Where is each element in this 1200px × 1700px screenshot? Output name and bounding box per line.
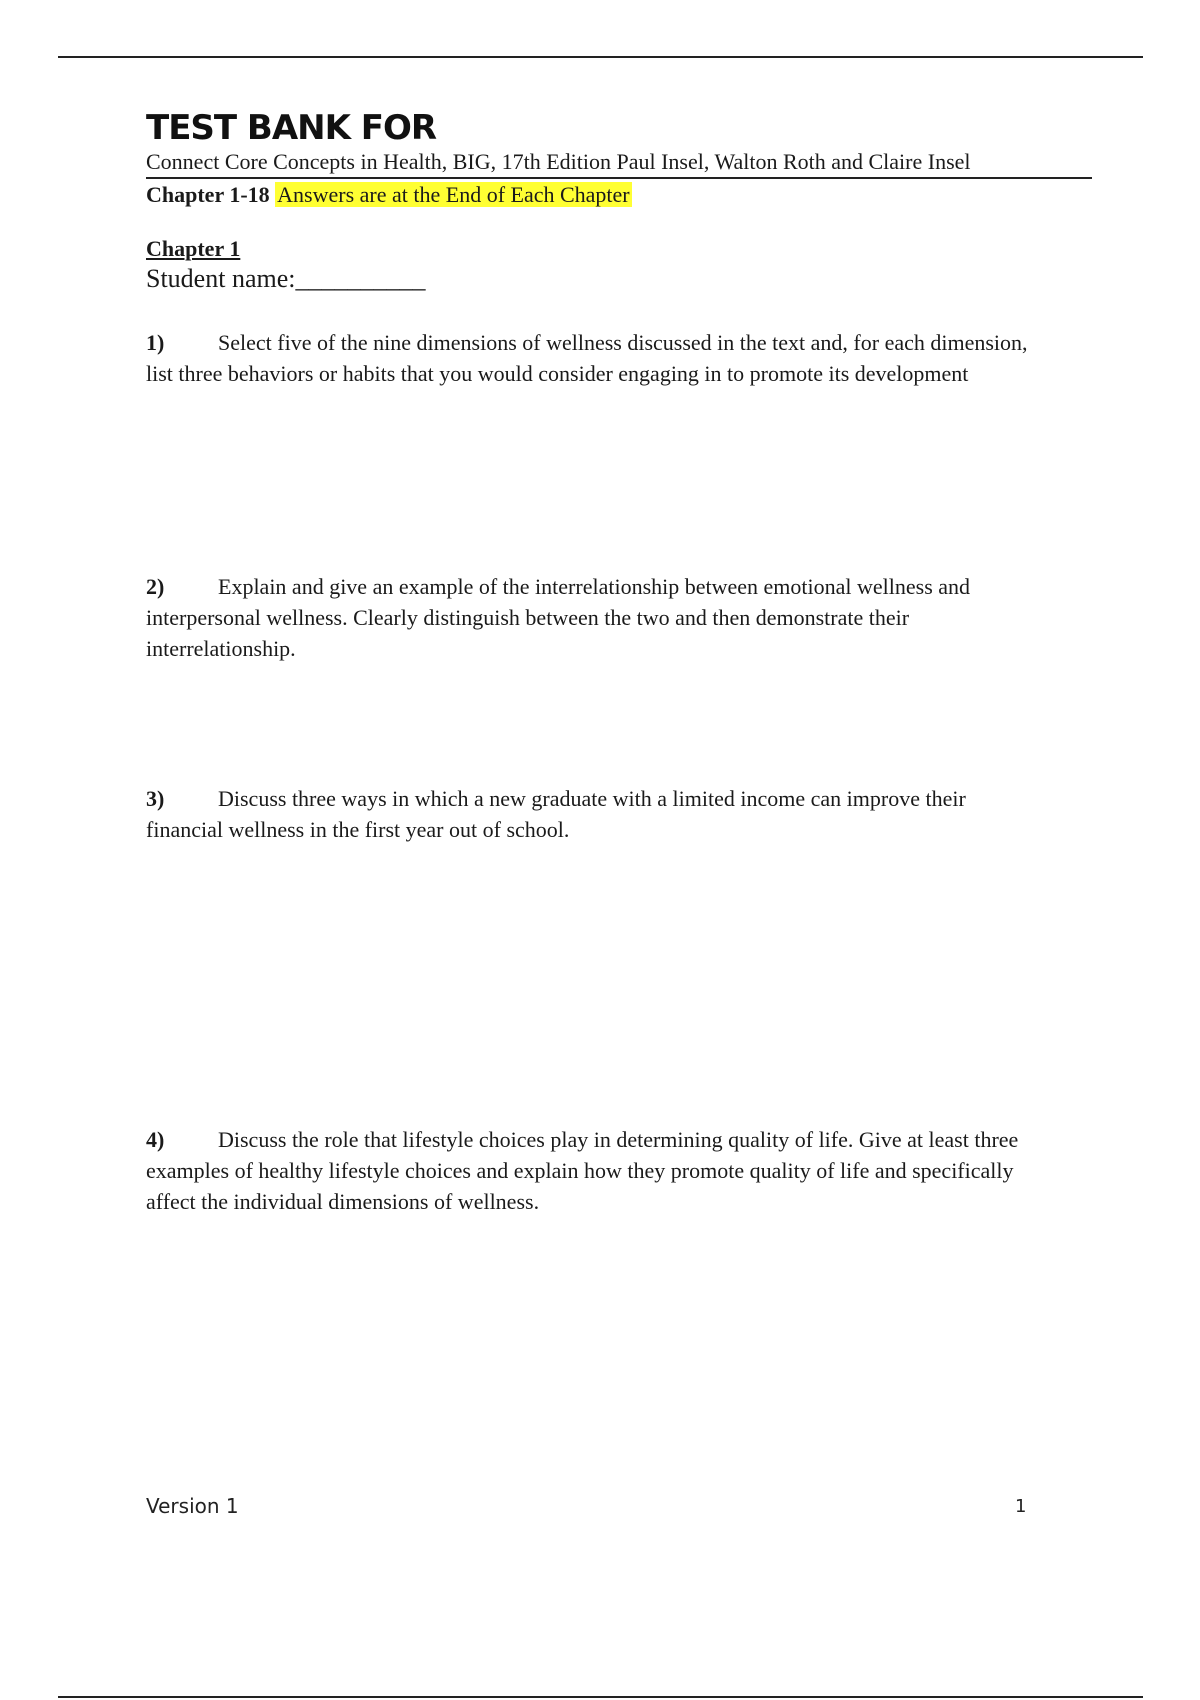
- question-text: Discuss three ways in which a new graduate with a limited income can improve their financial wellness in the first year out of school.: [146, 786, 966, 842]
- question-number: 2): [146, 574, 165, 599]
- question-text: Discuss the role that lifestyle choices play in determining quality of life. Give at least three examples of healthy lifestyle choices and explain how they promote quality of life and specifically affect the individual dimensions of wellness.: [146, 1127, 1019, 1214]
- document-header: [146, 108, 1092, 295]
- question-text: Select five of the nine dimensions of wellness discussed in the text and, for each dimension, list three behaviors or habits that you would consider engaging in to promote its development: [146, 330, 1028, 386]
- chapter-range: Chapter 1-18: [146, 182, 270, 207]
- footer-version: Version 1: [146, 1494, 239, 1518]
- chapter-heading: Chapter 1: [146, 236, 241, 261]
- question-item: [146, 571, 1046, 664]
- page-number: 1: [1015, 1496, 1027, 1517]
- bottom-rule: [58, 1696, 1143, 1698]
- answers-note: Answers are at the End of Each Chapter: [277, 182, 630, 207]
- question-text: Explain and give an example of the interrelationship between emotional wellness and interpersonal wellness. Clearly distinguish between the two and then demonstrate their interrelationship.: [146, 574, 971, 661]
- student-name-label: Student name:__________: [146, 264, 426, 293]
- question-number: 4): [146, 1127, 165, 1152]
- question-item: [146, 1124, 1046, 1217]
- chapter-range-line: [146, 179, 1092, 211]
- question-number: 3): [146, 786, 165, 811]
- top-rule: [58, 56, 1143, 58]
- book-subtitle: Connect Core Concepts in Health, BIG, 17th Edition Paul Insel, Walton Roth and Claire Insel: [146, 148, 1092, 179]
- document-title: TEST BANK FOR: [146, 108, 437, 148]
- question-item: [146, 327, 1046, 389]
- question-item: [146, 783, 1046, 845]
- question-number: 1): [146, 330, 165, 355]
